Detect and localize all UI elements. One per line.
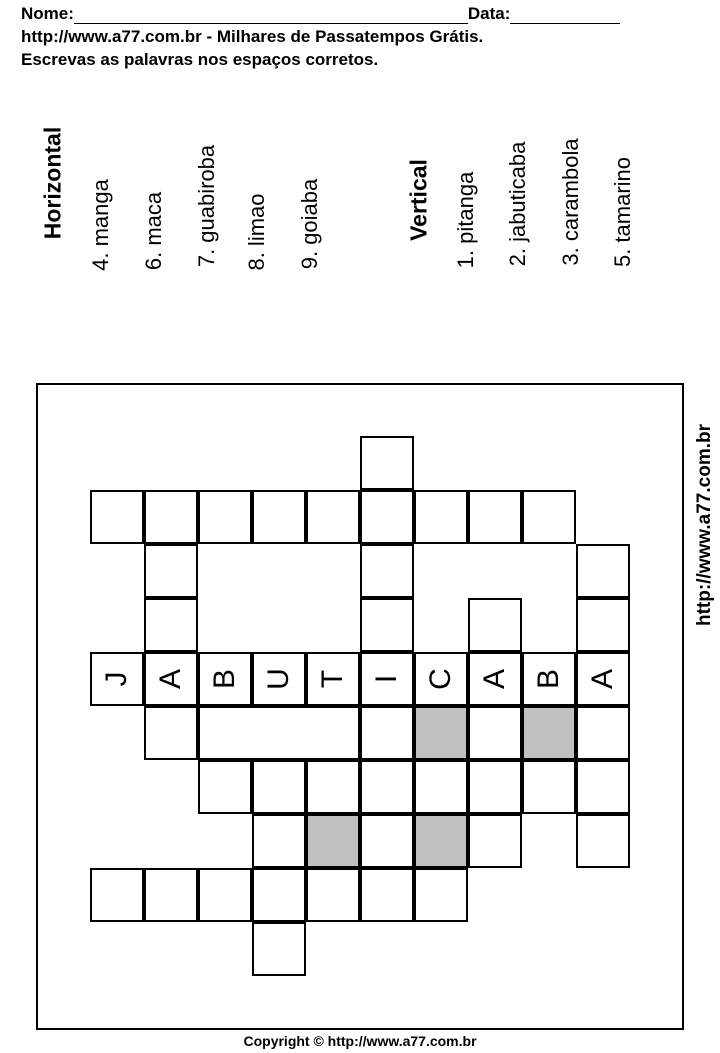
crossword-cell[interactable]	[144, 490, 198, 544]
crossword-cell[interactable]	[198, 652, 252, 706]
crossword-cell[interactable]	[468, 706, 522, 760]
horizontal-clue: 8. limao	[244, 193, 269, 271]
crossword-cell[interactable]	[252, 814, 306, 868]
crossword-cell[interactable]	[90, 490, 144, 544]
horizontal-clue: 4. manga	[88, 179, 113, 271]
crossword-cell[interactable]	[360, 598, 414, 652]
crossword-cell[interactable]	[306, 490, 360, 544]
crossword-cell[interactable]	[252, 490, 306, 544]
crossword-cell[interactable]	[144, 706, 198, 760]
crossword-cell[interactable]	[360, 706, 414, 760]
crossword-cell[interactable]	[360, 760, 414, 814]
crossword-cell[interactable]	[306, 652, 360, 706]
crossword-cell[interactable]	[576, 544, 630, 598]
crossword-cell[interactable]	[576, 814, 630, 868]
instruction: Escrevas as palavras nos espaços corretos.	[21, 50, 379, 69]
vertical-clue: 3. carambola	[558, 138, 583, 266]
crossword-cell[interactable]	[144, 598, 198, 652]
cell-letter: A	[154, 669, 187, 690]
cell-letter: U	[262, 668, 295, 690]
name-date-line	[21, 4, 620, 24]
horizontal-clue: 9. goiaba	[297, 178, 322, 270]
crossword-cell[interactable]	[468, 760, 522, 814]
crossword-cell[interactable]	[198, 760, 252, 814]
crossword-cell[interactable]	[252, 868, 306, 922]
crossword-cell[interactable]	[360, 436, 414, 490]
vertical-clue: 2. jabuticaba	[505, 141, 530, 267]
cell-letter: J	[100, 671, 133, 687]
shaded-cell	[414, 706, 468, 760]
crossword-cell[interactable]	[198, 868, 252, 922]
crossword-cell[interactable]	[414, 868, 468, 922]
crossword-cell[interactable]	[144, 544, 198, 598]
crossword-cell[interactable]	[360, 868, 414, 922]
cell-letter: B	[532, 669, 565, 690]
crossword-cell[interactable]	[576, 652, 630, 706]
crossword-cell[interactable]	[360, 490, 414, 544]
horizontal-clue: 6. maca	[141, 191, 166, 271]
shaded-cell	[522, 706, 576, 760]
crossword-cell[interactable]	[360, 814, 414, 868]
crossword-cell[interactable]	[468, 490, 522, 544]
shaded-cell	[306, 814, 360, 868]
copyright: Copyright © http://www.a77.com.br	[243, 1033, 477, 1049]
date-field[interactable]	[510, 8, 620, 24]
horizontal-title: Horizontal	[39, 126, 66, 240]
crossword-cell[interactable]	[576, 706, 630, 760]
crossword-cell[interactable]	[360, 544, 414, 598]
crossword-cell[interactable]	[576, 760, 630, 814]
crossword-cell[interactable]	[468, 814, 522, 868]
crossword-cell[interactable]	[414, 760, 468, 814]
crossword-cell[interactable]	[198, 490, 252, 544]
vertical-clue: 1. pitanga	[453, 171, 478, 269]
crossword-cell[interactable]	[360, 652, 414, 706]
date-label: Data:	[467, 4, 511, 23]
crossword-cell[interactable]	[522, 760, 576, 814]
cell-letter: A	[586, 669, 619, 690]
crossword-cell[interactable]	[144, 868, 198, 922]
name-label: Nome:	[21, 4, 74, 23]
horizontal-clue: 7. guabiroba	[194, 144, 219, 268]
vertical-title: Vertical	[405, 159, 432, 241]
shaded-cell	[414, 814, 468, 868]
cell-letter: I	[370, 674, 403, 684]
crossword-cell[interactable]	[468, 652, 522, 706]
crossword-cell[interactable]	[414, 652, 468, 706]
crossword-cell[interactable]	[414, 490, 468, 544]
crossword-cell[interactable]	[306, 868, 360, 922]
vertical-clue: 5. tamarino	[610, 156, 635, 268]
crossword-cell[interactable]	[252, 652, 306, 706]
cell-letter: C	[424, 668, 457, 690]
site-line: http://www.a77.com.br - Milhares de Passatempos Grátis.	[21, 27, 484, 46]
crossword-cell[interactable]	[90, 652, 144, 706]
crossword-cell[interactable]	[306, 760, 360, 814]
cell-letter: B	[208, 669, 241, 690]
side-url: http://www.a77.com.br	[694, 424, 715, 626]
crossword-bar	[198, 706, 360, 760]
crossword-cell[interactable]	[252, 760, 306, 814]
crossword-cell[interactable]	[522, 652, 576, 706]
crossword-cell[interactable]	[468, 598, 522, 652]
cell-letter: T	[316, 669, 349, 689]
cell-letter: A	[478, 669, 511, 690]
name-field[interactable]	[74, 8, 468, 24]
crossword-cell[interactable]	[576, 598, 630, 652]
crossword-cell[interactable]	[252, 922, 306, 976]
crossword-cell[interactable]	[144, 652, 198, 706]
crossword-cell[interactable]	[90, 868, 144, 922]
crossword-cell[interactable]	[522, 490, 576, 544]
